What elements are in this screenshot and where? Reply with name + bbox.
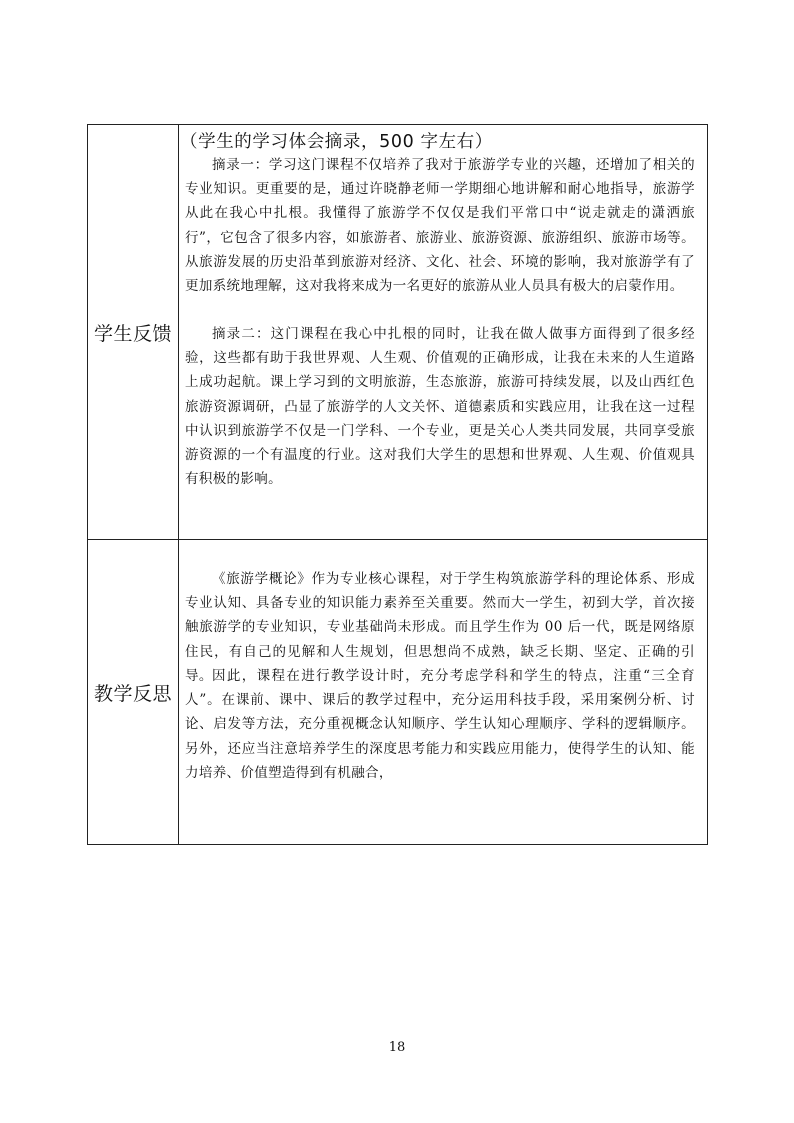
reflection-paragraph-one: 《旅游学概论》作为专业核心课程，对于学生构筑旅游学科的理论体系、形成专业认知、具备专业的知识能力素养至关重要。然而大一学生，初到大学，首次接触旅游学的专业知识，专业基础尚未形成。而且学生作为 00 后一代，既是网络原住民，有自己的见解和人生规划，但思想尚不成熟，缺乏长期、坚定、正确的引导。 [185,571,695,684]
reflection-paragraph-two: 因此，课程在进行教学设计时，充分考虑学科和学生的特点，注重“三全育人”。在课前、课中、课后的教学过程中，充分运用科技手段，采用案例分析、讨论、启发等方法，充分重视概念认知顺序、学生认知心理顺序、学科的逻辑顺序。另外，还应当注意培养学生的深度思考能力和实践应用能力，使得学生的认知、能力培养、价值塑造得到有机融合， [185,668,695,781]
page-number: 18 [388,1040,406,1055]
teaching-reflection-content-cell [179,540,707,844]
student-feedback-label: 学生反馈 [93,322,172,345]
teaching-reflection-row [88,540,707,844]
student-feedback-heading: （学生的学习体会摘录，500 字左右） [180,132,493,152]
feedback-excerpt-one: 摘录一：学习这门课程不仅培养了我对于旅游学专业的兴趣，还增加了相关的专业知识。更重要的是，通过许晓静老师一学期细心地讲解和耐心地指导，旅游学从此在我心中扎根。我懂得了旅游学不仅仅是我们平常口中“说走就走的潇洒旅行”，它包含了很多内容，如旅游者、旅游业、旅游资源、旅游组织、旅游市场等。从旅游发展的历史沿革到旅游对经济、文化、社会、环境的影响，我对旅游学有了更加系统地理解，这对我将来成为一名更好的旅游从业人员具有极大的启蒙作用。 [185,157,695,295]
teaching-reflection-label: 教学反思 [93,682,172,705]
student-feedback-label-cell [88,125,179,539]
feedback-excerpt-two: 摘录二：这门课程在我心中扎根的同时，让我在做人做事方面得到了很多经验，这些都有助于我世界观、人生观、价值观的正确形成，让我在未来的人生道路上成功起航。课上学习到的文明旅游，生态旅游，旅游可持续发展，以及山西红色旅游资源调研，凸显了旅游学的人文关怀、道德素质和实践应用，让我在这一过程中认识到旅游学不仅是一门学科、一个专业，更是关心人类共同发展，共同享受旅游资源的一个有温度的行业。这对我们大学生的思想和世界观、人生观、价值观具有积极的影响。 [185,326,695,488]
teaching-reflection-label-cell [88,540,179,844]
student-feedback-row [88,125,707,540]
student-feedback-content-cell [179,125,707,539]
evaluation-table [87,124,708,845]
